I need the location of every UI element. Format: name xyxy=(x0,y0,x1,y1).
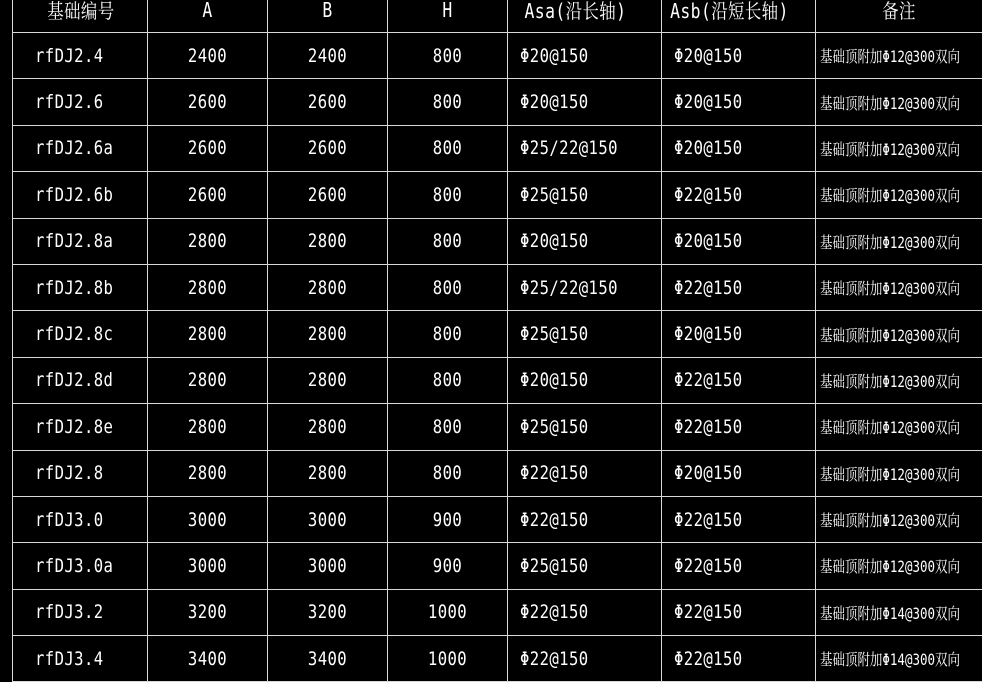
cell-foundation-id: rfDJ2.8d xyxy=(13,357,148,403)
table-row xyxy=(13,589,982,635)
cell-h: 1000 xyxy=(388,636,508,682)
cell-b: 3200 xyxy=(268,589,388,635)
cell-asb: Φ22@150 xyxy=(662,543,816,589)
cell-foundation-id: rfDJ2.6a xyxy=(13,125,148,171)
cell-asa: Φ22@150 xyxy=(508,496,662,542)
cell-h: 800 xyxy=(388,125,508,171)
cell-asa: Φ20@150 xyxy=(508,33,662,79)
cell-asb: Φ20@150 xyxy=(662,79,816,125)
table-row xyxy=(13,33,982,79)
cell-asb: Φ20@150 xyxy=(662,125,816,171)
table-body xyxy=(13,33,982,682)
cell-note: 基础顶附加Φ12@300双向 xyxy=(816,543,982,589)
cell-a: 2600 xyxy=(148,172,268,218)
cell-b: 2800 xyxy=(268,311,388,357)
cell-a: 2800 xyxy=(148,218,268,264)
cell-b: 2800 xyxy=(268,218,388,264)
header-note: 备注 xyxy=(816,0,982,33)
cell-note: 基础顶附加Φ12@300双向 xyxy=(816,450,982,496)
cell-asa: Φ25@150 xyxy=(508,172,662,218)
cell-note: 基础顶附加Φ12@300双向 xyxy=(816,357,982,403)
cell-h: 800 xyxy=(388,172,508,218)
table-row xyxy=(13,636,982,682)
cell-asa: Φ22@150 xyxy=(508,589,662,635)
cell-note: 基础顶附加Φ12@300双向 xyxy=(816,33,982,79)
cell-a: 2800 xyxy=(148,404,268,450)
table-row xyxy=(13,311,982,357)
cell-h: 900 xyxy=(388,543,508,589)
cell-foundation-id: rfDJ2.8b xyxy=(13,264,148,310)
cell-note: 基础顶附加Φ12@300双向 xyxy=(816,311,982,357)
table-row xyxy=(13,218,982,264)
header-a: A xyxy=(148,0,268,33)
cell-asb: Φ22@150 xyxy=(662,589,816,635)
cell-foundation-id: rfDJ2.4 xyxy=(13,33,148,79)
cell-note: 基础顶附加Φ14@300双向 xyxy=(816,636,982,682)
cell-foundation-id: rfDJ2.8a xyxy=(13,218,148,264)
cell-asb: Φ22@150 xyxy=(662,357,816,403)
cell-asa: Φ25@150 xyxy=(508,543,662,589)
cell-b: 2600 xyxy=(268,125,388,171)
table-row xyxy=(13,404,982,450)
cell-foundation-id: rfDJ3.2 xyxy=(13,589,148,635)
cell-asb: Φ22@150 xyxy=(662,172,816,218)
cell-asa: Φ22@150 xyxy=(508,450,662,496)
cell-asb: Φ20@150 xyxy=(662,450,816,496)
cell-foundation-id: rfDJ2.6 xyxy=(13,79,148,125)
cell-foundation-id: rfDJ2.8c xyxy=(13,311,148,357)
cell-note: 基础顶附加Φ12@300双向 xyxy=(816,125,982,171)
cell-note: 基础顶附加Φ12@300双向 xyxy=(816,218,982,264)
cell-note: 基础顶附加Φ12@300双向 xyxy=(816,264,982,310)
cell-asb: Φ22@150 xyxy=(662,404,816,450)
cell-foundation-id: rfDJ3.4 xyxy=(13,636,148,682)
cell-b: 2600 xyxy=(268,79,388,125)
cell-asb: Φ22@150 xyxy=(662,636,816,682)
table-row xyxy=(13,450,982,496)
cell-a: 2800 xyxy=(148,450,268,496)
cell-a: 2600 xyxy=(148,125,268,171)
cell-b: 3400 xyxy=(268,636,388,682)
cell-h: 800 xyxy=(388,357,508,403)
cell-note: 基础顶附加Φ14@300双向 xyxy=(816,589,982,635)
cell-asb: Φ22@150 xyxy=(662,496,816,542)
cell-b: 3000 xyxy=(268,543,388,589)
cell-b: 2800 xyxy=(268,404,388,450)
cell-a: 2800 xyxy=(148,264,268,310)
table-row xyxy=(13,357,982,403)
header-h: H xyxy=(388,0,508,33)
cell-asa: Φ20@150 xyxy=(508,218,662,264)
cell-a: 3200 xyxy=(148,589,268,635)
cell-b: 2800 xyxy=(268,264,388,310)
cell-asa: Φ25/22@150 xyxy=(508,264,662,310)
header-b: B xyxy=(268,0,388,33)
cell-note: 基础顶附加Φ12@300双向 xyxy=(816,79,982,125)
cell-asa: Φ25@150 xyxy=(508,311,662,357)
cell-a: 3000 xyxy=(148,496,268,542)
cell-b: 3000 xyxy=(268,496,388,542)
cell-h: 800 xyxy=(388,33,508,79)
table-row xyxy=(13,543,982,589)
cell-asa: Φ25/22@150 xyxy=(508,125,662,171)
cell-h: 800 xyxy=(388,450,508,496)
table-row xyxy=(13,172,982,218)
cell-b: 2400 xyxy=(268,33,388,79)
cell-foundation-id: rfDJ3.0 xyxy=(13,496,148,542)
cell-foundation-id: rfDJ3.0a xyxy=(13,543,148,589)
cell-asa: Φ25@150 xyxy=(508,404,662,450)
cell-note: 基础顶附加Φ12@300双向 xyxy=(816,172,982,218)
cell-h: 900 xyxy=(388,496,508,542)
cell-b: 2800 xyxy=(268,357,388,403)
cell-asb: Φ20@150 xyxy=(662,33,816,79)
header-foundation-id: 基础编号 xyxy=(13,0,148,33)
cell-a: 2600 xyxy=(148,79,268,125)
cell-asb: Φ20@150 xyxy=(662,311,816,357)
cell-a: 3400 xyxy=(148,636,268,682)
cell-foundation-id: rfDJ2.6b xyxy=(13,172,148,218)
cell-a: 3000 xyxy=(148,543,268,589)
cell-asb: Φ22@150 xyxy=(662,264,816,310)
table-row xyxy=(13,496,982,542)
cell-b: 2600 xyxy=(268,172,388,218)
table-row xyxy=(13,79,982,125)
cell-b: 2800 xyxy=(268,450,388,496)
foundation-schedule-table xyxy=(12,0,982,682)
cell-a: 2800 xyxy=(148,311,268,357)
cell-h: 800 xyxy=(388,311,508,357)
cell-h: 1000 xyxy=(388,589,508,635)
cell-h: 800 xyxy=(388,404,508,450)
cell-asa: Φ20@150 xyxy=(508,357,662,403)
cell-foundation-id: rfDJ2.8 xyxy=(13,450,148,496)
header-asa: Asa(沿长轴) xyxy=(508,0,662,33)
cell-foundation-id: rfDJ2.8e xyxy=(13,404,148,450)
table-row xyxy=(13,264,982,310)
cell-h: 800 xyxy=(388,79,508,125)
cell-note: 基础顶附加Φ12@300双向 xyxy=(816,404,982,450)
table-header-row xyxy=(13,0,982,33)
cell-note: 基础顶附加Φ12@300双向 xyxy=(816,496,982,542)
cell-h: 800 xyxy=(388,264,508,310)
cell-a: 2400 xyxy=(148,33,268,79)
cell-h: 800 xyxy=(388,218,508,264)
header-asb: Asb(沿短长轴) xyxy=(662,0,816,33)
cell-asb: Φ20@150 xyxy=(662,218,816,264)
cell-asa: Φ22@150 xyxy=(508,636,662,682)
cell-asa: Φ20@150 xyxy=(508,79,662,125)
table-row xyxy=(13,125,982,171)
cell-a: 2800 xyxy=(148,357,268,403)
